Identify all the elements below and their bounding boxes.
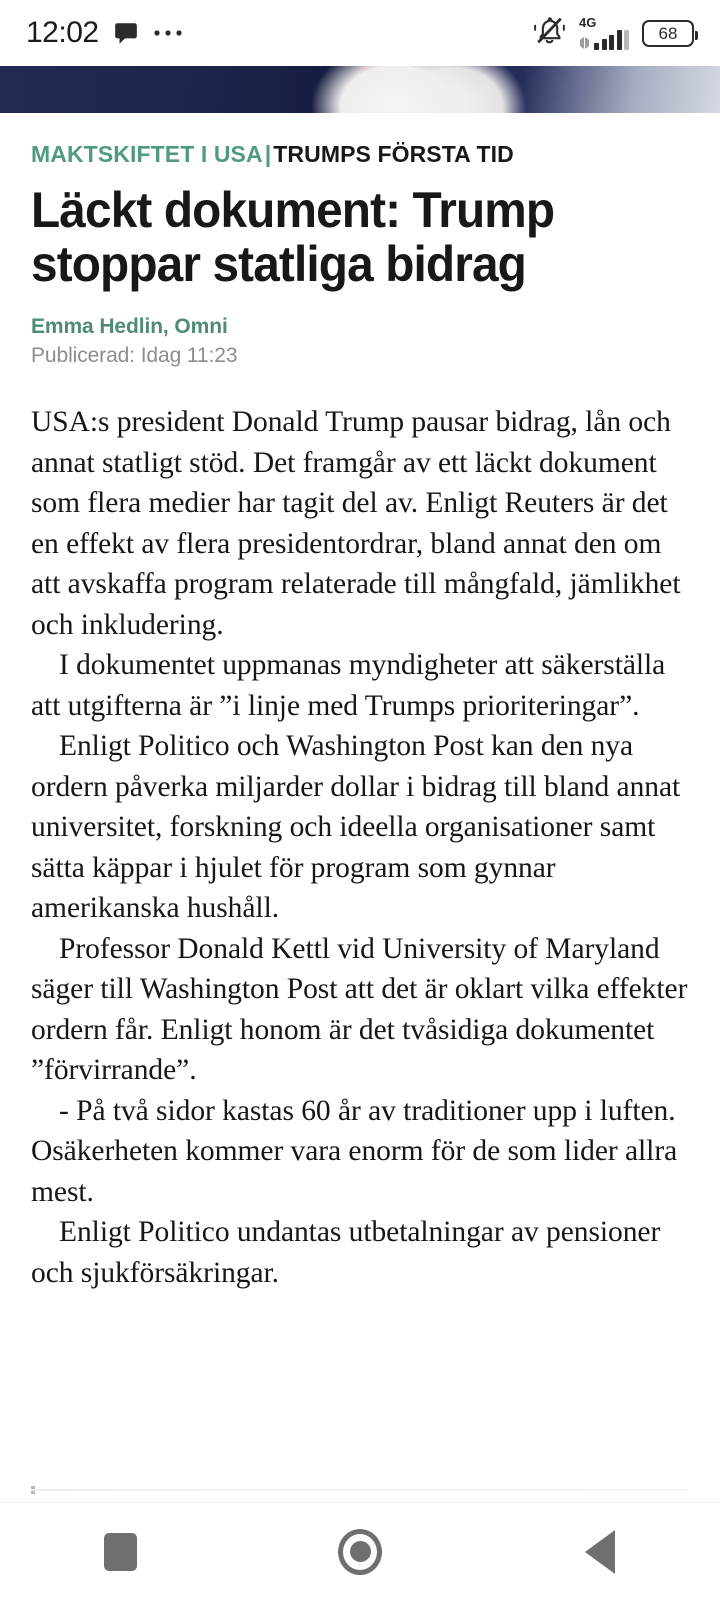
status-bar-right [533,16,694,51]
more-dots-icon [153,28,183,38]
status-bar [0,0,720,66]
kicker-topic[interactable]: TRUMPS FÖRSTA TID [273,141,514,167]
back-icon [585,1530,615,1574]
article-paragraph: Professor Donald Kettl vid University of Maryland säger till Washington Post att det är oklart vilka effekter ordern får. Enligt honom är det tvåsidiga dokumentet ”förvirrande”. [31,932,688,1087]
bell-muted-icon [533,16,566,51]
article-paragraph: - På två sidor kastas 60 år av traditioner upp i luften. Osäkerheten kommer vara enorm för de som lider allra mest. [31,1094,678,1208]
android-navigation-bar [0,1502,720,1600]
article-paragraph: Enligt Politico och Washington Post kan den nya ordern påverka miljarder dollar i bidrag till bland annat universitet, forskning och ideella organisationer samt sätta käppar i hjulet för program som gynnar amerikanska hushåll. [31,730,681,925]
section-divider [31,1489,689,1491]
article-published-timestamp: Publicerad: Idag 11:23 [31,344,238,368]
battery-indicator [642,20,694,47]
network-type-label: 4G [579,15,597,30]
article-body [31,402,689,1293]
home-button[interactable] [285,1503,435,1600]
home-icon [338,1529,382,1575]
article-kicker[interactable] [31,141,689,167]
kicker-separator: | [264,141,272,167]
signal-bars [594,30,629,50]
network-signal-icon [579,16,629,50]
kicker-section[interactable]: MAKTSKIFTET I USA [31,141,263,167]
status-bar-left [26,16,183,50]
article-paragraph: USA:s president Donald Trump pausar bidrag, lån och annat statligt stöd. Det framgår av ett läckt dokument som flera medier har tagit del av. Enligt Reuters är det en effekt av flera presidentordrar, bland annat den om att avskaffa program relaterade till mångfald, jämlikhet och inkludering. [31,406,681,641]
article-byline[interactable]: Emma Hedlin, Omni [31,315,228,339]
article-hero-image [0,66,720,113]
status-clock: 12:02 [26,16,99,49]
chat-bubble-icon [113,20,139,46]
hero-photo [0,66,720,113]
article-headline: Läckt dokument: Trump stoppar statliga bidrag [31,182,555,292]
article-paragraph: Enligt Politico undantas utbetalningar av pensioner och sjukförsäkringar. [31,1216,661,1289]
article-paragraph: I dokumentet uppmanas myndigheter att säkerställa att utgifterna är ”i linje med Trumps prioriteringar”. [31,649,666,722]
recents-button[interactable] [45,1503,195,1600]
recents-icon [104,1533,137,1571]
article-content [0,113,720,1293]
battery-percent-label: 68 [658,23,678,43]
back-button[interactable] [525,1503,675,1600]
